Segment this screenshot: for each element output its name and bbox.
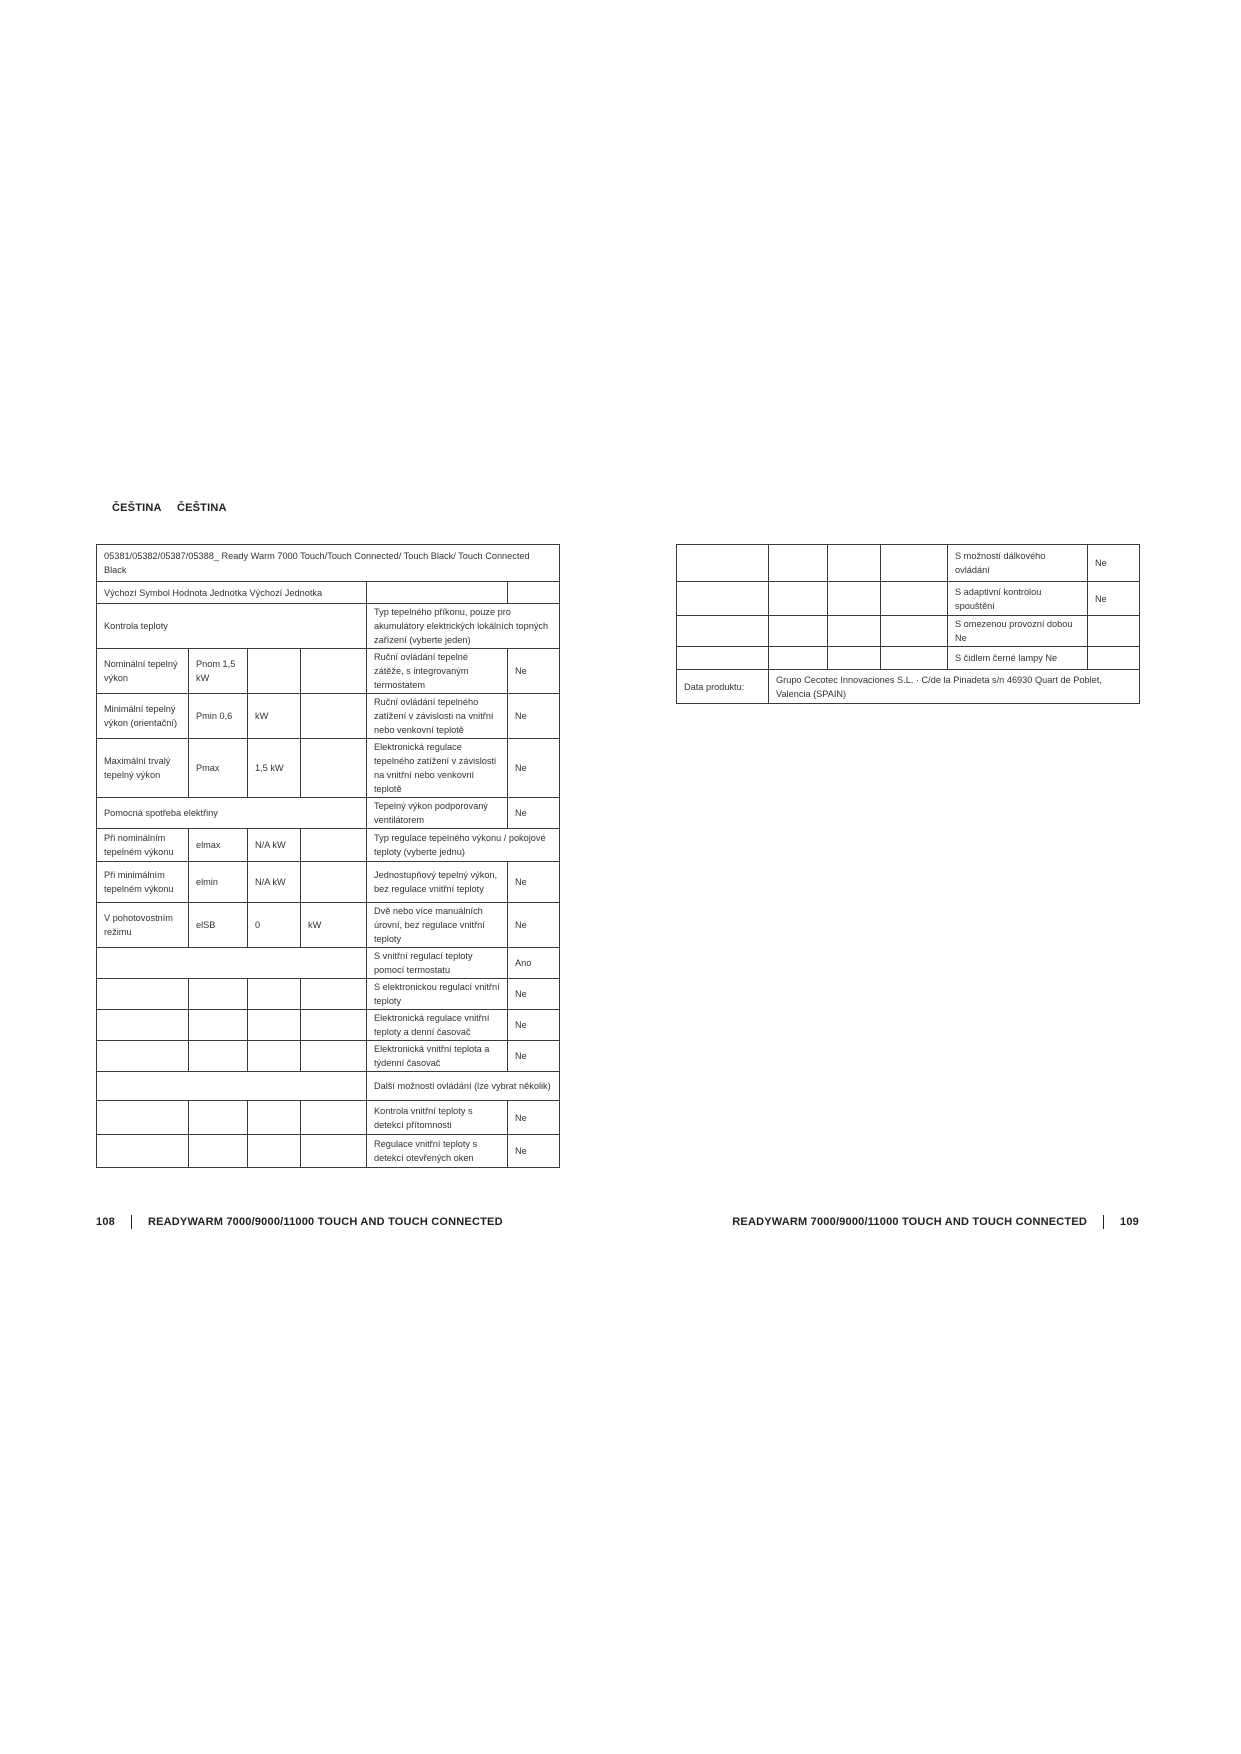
empty-cell: [881, 616, 948, 647]
empty-cell: [769, 616, 828, 647]
footer-title-left: READYWARM 7000/9000/11000 TOUCH AND TOUCH CONNECTED: [147, 1215, 503, 1228]
empty-cell: [189, 1010, 248, 1041]
empty-cell: [301, 1135, 367, 1168]
empty-cell: [367, 582, 508, 604]
desc-cell: Ruční ovládání tepelné zátěže, s integrovaným termostatem: [367, 649, 508, 694]
page-number-right: 109: [1120, 1215, 1139, 1228]
empty-cell: [189, 979, 248, 1010]
dalsi-cell: Další možnosti ovládání (lze vybrat několik): [367, 1072, 560, 1101]
table-row: [97, 1010, 560, 1041]
kontrola-teploty-cell: Kontrola teploty: [97, 604, 367, 649]
label-cell: Nominální tepelný výkon: [97, 649, 189, 694]
answer-cell: Ne: [508, 903, 560, 948]
table-row: [97, 903, 560, 948]
table-row: [97, 1041, 560, 1072]
table-row: [677, 647, 1140, 670]
footer-right: [732, 1215, 1139, 1229]
empty-cell: [189, 1041, 248, 1072]
empty-cell: [828, 616, 881, 647]
desc-cell: S čidlem černé lampy Ne: [948, 647, 1088, 670]
answer-cell: [1088, 616, 1140, 647]
empty-cell: [97, 1101, 189, 1135]
empty-cell: [248, 1101, 301, 1135]
empty-cell: [189, 1101, 248, 1135]
desc-cell: Regulace vnitřní teploty s detekcí otevřených oken: [367, 1135, 508, 1168]
empty-cell: [769, 545, 828, 582]
desc-cell: Typ regulace tepelného výkonu / pokojové teploty (vyberte jednu): [367, 829, 560, 862]
specification-table-right: [676, 544, 1140, 704]
table-row: [97, 1072, 560, 1101]
value-cell: 0: [248, 903, 301, 948]
empty-cell: [677, 545, 769, 582]
empty-cell: [248, 1041, 301, 1072]
empty-cell: [301, 1041, 367, 1072]
answer-cell: Ne: [508, 862, 560, 903]
table-row: [97, 829, 560, 862]
desc-cell: S adaptivní kontrolou spouštění: [948, 582, 1088, 616]
answer-cell: Ne: [508, 649, 560, 694]
desc-cell: Jednostupňový tepelný výkon, bez regulace vnitřní teploty: [367, 862, 508, 903]
desc-cell: Elektronická regulace vnitřní teploty a denní časovač: [367, 1010, 508, 1041]
answer-cell: Ne: [508, 798, 560, 829]
empty-cell: [97, 1010, 189, 1041]
footer-title-right: READYWARM 7000/9000/11000 TOUCH AND TOUCH CONNECTED: [732, 1215, 1088, 1228]
empty-cell: [97, 1135, 189, 1168]
answer-cell: [1088, 647, 1140, 670]
empty-cell: [508, 582, 560, 604]
desc-cell: S elektronickou regulací vnitřní teploty: [367, 979, 508, 1010]
table-row: [97, 1101, 560, 1135]
symbol-cell: Pmax: [189, 739, 248, 798]
value-cell: kW: [248, 694, 301, 739]
symbol-cell: elmin: [189, 862, 248, 903]
label-cell: V pohotovostním režimu: [97, 903, 189, 948]
pomocna-cell: Pomocná spotřeba elektřiny: [97, 798, 367, 829]
empty-cell: [828, 545, 881, 582]
table-row: [97, 948, 560, 979]
empty-cell: [248, 1010, 301, 1041]
desc-cell: Kontrola vnitřní teploty s detekcí přítomnosti: [367, 1101, 508, 1135]
answer-cell: Ne: [508, 1010, 560, 1041]
empty-cell: [248, 979, 301, 1010]
answer-cell: Ano: [508, 948, 560, 979]
unit-cell: [301, 694, 367, 739]
label-cell: Minimální tepelný výkon (orientační): [97, 694, 189, 739]
table-row: [677, 616, 1140, 647]
empty-cell: [97, 1072, 367, 1101]
answer-cell: Ne: [508, 1135, 560, 1168]
heading-language-b: ČEŠTINA: [176, 502, 227, 514]
empty-cell: [301, 979, 367, 1010]
column-header-cell: Výchozí Symbol Hodnota Jednotka Výchozí Jednotka: [97, 582, 367, 604]
value-cell: N/A kW: [248, 862, 301, 903]
typ-prikonu-cell: Typ tepelného příkonu, pouze pro akumulátory elektrických lokálních topných zařízení (vyberte jeden): [367, 604, 560, 649]
value-cell: 1,5 kW: [248, 739, 301, 798]
empty-cell: [769, 647, 828, 670]
table-row: [97, 862, 560, 903]
empty-cell: [677, 582, 769, 616]
table-row: [97, 739, 560, 798]
desc-cell: Elektronická regulace tepelného zatížení v závislosti na vnitřní nebo venkovní teplotě: [367, 739, 508, 798]
value-cell: [248, 649, 301, 694]
symbol-cell: Pnom 1,5 kW: [189, 649, 248, 694]
empty-cell: [301, 1101, 367, 1135]
label-cell: Při minimálním tepelném výkonu: [97, 862, 189, 903]
table-row: [97, 582, 560, 604]
empty-cell: [97, 979, 189, 1010]
separator-bar: [131, 1215, 132, 1229]
empty-cell: [97, 948, 367, 979]
symbol-cell: elSB: [189, 903, 248, 948]
answer-cell: Ne: [508, 1041, 560, 1072]
empty-cell: [769, 582, 828, 616]
desc-cell: Elektronická vnitřní teplota a týdenní časovač: [367, 1041, 508, 1072]
answer-cell: Ne: [508, 739, 560, 798]
desc-cell: Tepelný výkon podporovaný ventilátorem: [367, 798, 508, 829]
answer-cell: Ne: [508, 979, 560, 1010]
table-row: [97, 1135, 560, 1168]
answer-cell: Ne: [508, 694, 560, 739]
unit-cell: kW: [301, 903, 367, 948]
label-cell: Při nominálním tepelném výkonu: [97, 829, 189, 862]
symbol-cell: elmax: [189, 829, 248, 862]
table-row: [97, 545, 560, 582]
specification-table-left: [96, 544, 560, 1168]
empty-cell: [828, 647, 881, 670]
data-value-cell: Grupo Cecotec Innovaciones S.L. · C/de la Pinadeta s/n 46930 Quart de Poblet, Valencia (SPAIN): [769, 670, 1140, 704]
table-row: [97, 798, 560, 829]
desc-cell: Dvě nebo více manuálních úrovní, bez regulace vnitřní teploty: [367, 903, 508, 948]
empty-cell: [881, 545, 948, 582]
desc-cell: S vnitřní regulací teploty pomocí termostatu: [367, 948, 508, 979]
answer-cell: Ne: [1088, 582, 1140, 616]
empty-cell: [301, 1010, 367, 1041]
table-row: [97, 604, 560, 649]
table-row: [677, 545, 1140, 582]
unit-cell: [301, 649, 367, 694]
answer-cell: Ne: [508, 1101, 560, 1135]
footer-left: [96, 1215, 503, 1229]
label-cell: Maximální trvalý tepelný výkon: [97, 739, 189, 798]
answer-cell: Ne: [1088, 545, 1140, 582]
unit-cell: [301, 862, 367, 903]
table-row: [677, 670, 1140, 704]
table-row: [97, 694, 560, 739]
empty-cell: [881, 647, 948, 670]
desc-cell: S možností dálkového ovládání: [948, 545, 1088, 582]
empty-cell: [677, 647, 769, 670]
data-label-cell: Data produktu:: [677, 670, 769, 704]
page-heading: [112, 502, 239, 514]
value-cell: N/A kW: [248, 829, 301, 862]
unit-cell: [301, 739, 367, 798]
model-cell: 05381/05382/05387/05388_ Ready Warm 7000 Touch/Touch Connected/ Touch Black/ Touch Connected Black: [97, 545, 560, 582]
desc-cell: Ruční ovládání tepelného zatížení v závislosti na vnitřní nebo venkovní teplotě: [367, 694, 508, 739]
separator-bar: [1103, 1215, 1104, 1229]
page-number-left: 108: [96, 1215, 115, 1228]
heading-language-a: ČEŠTINA: [112, 502, 162, 514]
table-row: [97, 649, 560, 694]
empty-cell: [189, 1135, 248, 1168]
empty-cell: [881, 582, 948, 616]
symbol-cell: Pmin 0,6: [189, 694, 248, 739]
empty-cell: [97, 1041, 189, 1072]
unit-cell: [301, 829, 367, 862]
empty-cell: [828, 582, 881, 616]
table-row: [97, 979, 560, 1010]
empty-cell: [248, 1135, 301, 1168]
desc-cell: S omezenou provozní dobou Ne: [948, 616, 1088, 647]
empty-cell: [677, 616, 769, 647]
table-row: [677, 582, 1140, 616]
